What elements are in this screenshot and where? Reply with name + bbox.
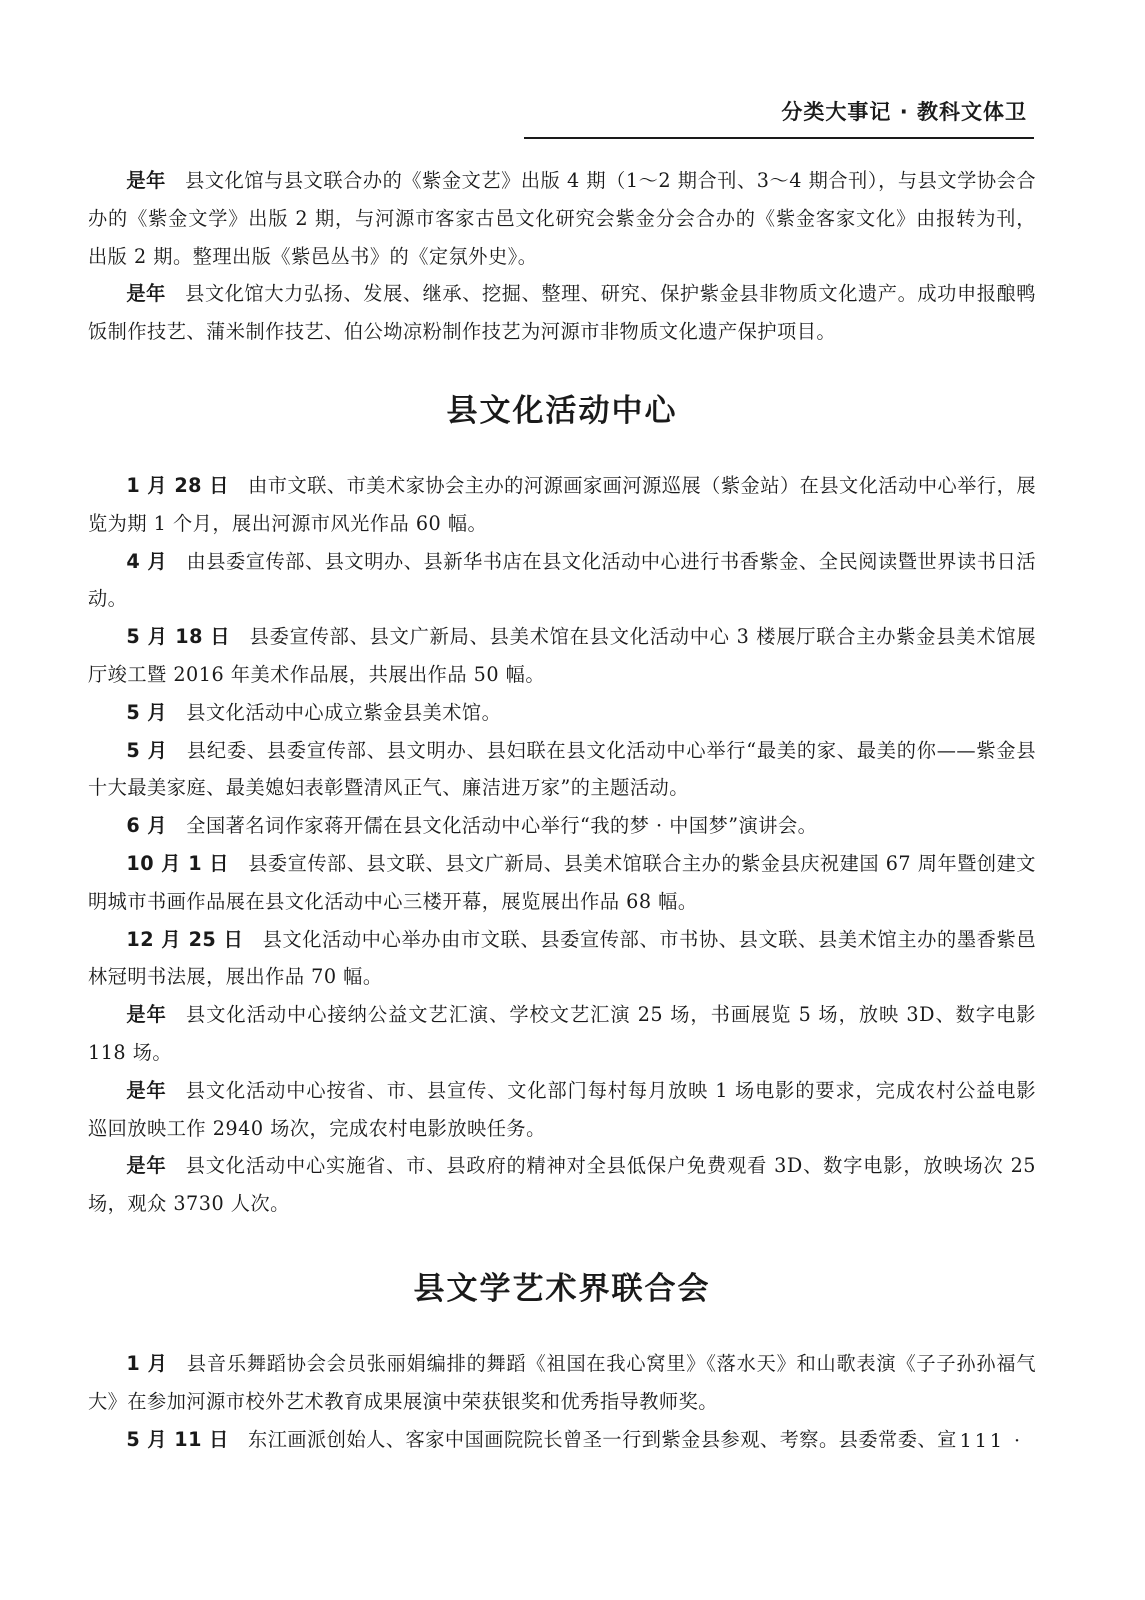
entry-text: 县文化活动中心举办由市文联、县委宣传部、市书协、县文联、县美术馆主办的墨香紫邑林冠明书法展，展出作品 70 幅。 xyxy=(88,927,1037,989)
section2-entry xyxy=(88,1345,1036,1421)
section1-entry xyxy=(88,732,1036,808)
section1-entry xyxy=(88,694,1036,732)
entry-text: 县音乐舞蹈协会会员张丽娟编排的舞蹈《祖国在我心窝里》《落水天》和山歌表演《子子孙孙福气大》在参加河源市校外艺术教育成果展演中荣获银奖和优秀指导教师奖。 xyxy=(88,1351,1037,1413)
entry-text: 县委宣传部、县文广新局、县美术馆在县文化活动中心 3 楼展厅联合主办紫金县美术馆展厅竣工暨 2016 年美术作品展，共展出作品 50 幅。 xyxy=(88,625,1037,686)
entry-text: 县文化馆大力弘扬、发展、继承、挖掘、整理、研究、保护紫金县非物质文化遗产。成功申报酿鸭饭制作技艺、蒲米制作技艺、伯公坳凉粉制作技艺为河源市非物质文化遗产保护项目。 xyxy=(88,282,1037,344)
section1-entry xyxy=(88,467,1036,543)
entry-text: 县文化活动中心接纳公益文艺汇演、学校文艺汇演 25 场，书画展览 5 场，放映 3D、数字电影 118 场。 xyxy=(88,1003,1036,1064)
entry-date: 5 月 xyxy=(126,738,168,762)
entry-text: 县文化活动中心成立紫金县美术馆。 xyxy=(186,700,502,724)
entry-date: 是年 xyxy=(126,282,166,306)
section1-entry xyxy=(88,845,1036,921)
section2-entry xyxy=(88,1421,1036,1459)
page-content xyxy=(88,162,1036,1458)
intro-entry xyxy=(88,162,1036,275)
entry-date: 是年 xyxy=(126,169,166,192)
entry-text: 县纪委、县委宣传部、县文明办、县妇联在县文化活动中心举行“最美的家、最美的你——紫金县十大最美家庭、最美媳妇表彰暨清风正气、廉洁进万家”的主题活动。 xyxy=(88,738,1037,800)
entry-date: 是年 xyxy=(126,1154,167,1178)
entry-date: 5 月 xyxy=(126,700,168,724)
section-title-cultural-center: 县文化活动中心 xyxy=(446,392,678,429)
entry-date: 12 月 25 日 xyxy=(126,927,244,951)
section-title-arts-federation: 县文学艺术界联合会 xyxy=(413,1270,711,1307)
running-header: 分类大事记 · 教科文体卫 xyxy=(781,100,1027,124)
entry-text: 由市文联、市美术家协会主办的河源画家画河源巡展（紫金站）在县文化活动中心举行，展览为期 1 个月，展出河源市风光作品 60 幅。 xyxy=(88,473,1037,535)
entry-date: 5 月 11 日 xyxy=(126,1427,229,1451)
section1-entry xyxy=(88,807,1036,845)
entry-date: 10 月 1 日 xyxy=(126,851,229,875)
entry-date: 是年 xyxy=(126,1078,167,1102)
section1-entry xyxy=(88,1072,1036,1148)
entry-date: 4 月 xyxy=(126,549,168,573)
entry-date: 5 月 18 日 xyxy=(126,625,231,649)
section1-entry xyxy=(88,618,1036,694)
entry-text: 县委宣传部、县文联、县文广新局、县美术馆联合主办的紫金县庆祝建国 67 周年暨创建文明城市书画作品展在县文化活动中心三楼开幕，展览展出作品 68 幅。 xyxy=(88,851,1036,913)
entry-text: 全国著名词作家蒋开儒在县文化活动中心举行“我的梦 · 中国梦”演讲会。 xyxy=(186,814,818,838)
entry-text: 县文化馆与县文联合办的《紫金文艺》出版 4 期（1～2 期合刊、3～4 期合刊），与县文学协会合办的《紫金文学》出版 2 期，与河源市客家古邑文化研究会紫金分会合办的《紫金客家文化》由报转为刊，出版 2 期。整理出版《紫邑丛书》的《定氛外史》。 xyxy=(88,169,1037,268)
section1-entry xyxy=(88,921,1036,997)
section1-entry xyxy=(88,543,1036,619)
entry-date: 1 月 xyxy=(126,1351,168,1375)
section1-entry xyxy=(88,996,1036,1072)
entry-text: 县文化活动中心按省、市、县宣传、文化部门每村每月放映 1 场电影的要求，完成农村公益电影巡回放映工作 2940 场次，完成农村电影放映任务。 xyxy=(88,1078,1037,1140)
entry-text: 县文化活动中心实施省、市、县政府的精神对全县低保户免费观看 3D、数字电影，放映场次 25 场，观众 3730 人次。 xyxy=(88,1154,1036,1216)
entry-date: 6 月 xyxy=(126,814,168,838)
entry-date: 1 月 28 日 xyxy=(126,473,229,497)
page-number: · 111 · xyxy=(941,1430,1023,1452)
entry-text: 由县委宣传部、县文明办、县新华书店在县文化活动中心进行书香紫金、全民阅读暨世界读书日活动。 xyxy=(88,549,1037,611)
intro-entry xyxy=(88,275,1036,351)
section1-entry xyxy=(88,1147,1036,1223)
entry-text: 东江画派创始人、客家中国画院院长曾圣一行到紫金县参观、考察。县委常委、宣 xyxy=(248,1427,957,1451)
entry-date: 是年 xyxy=(126,1003,167,1027)
header-rule xyxy=(524,137,1034,139)
